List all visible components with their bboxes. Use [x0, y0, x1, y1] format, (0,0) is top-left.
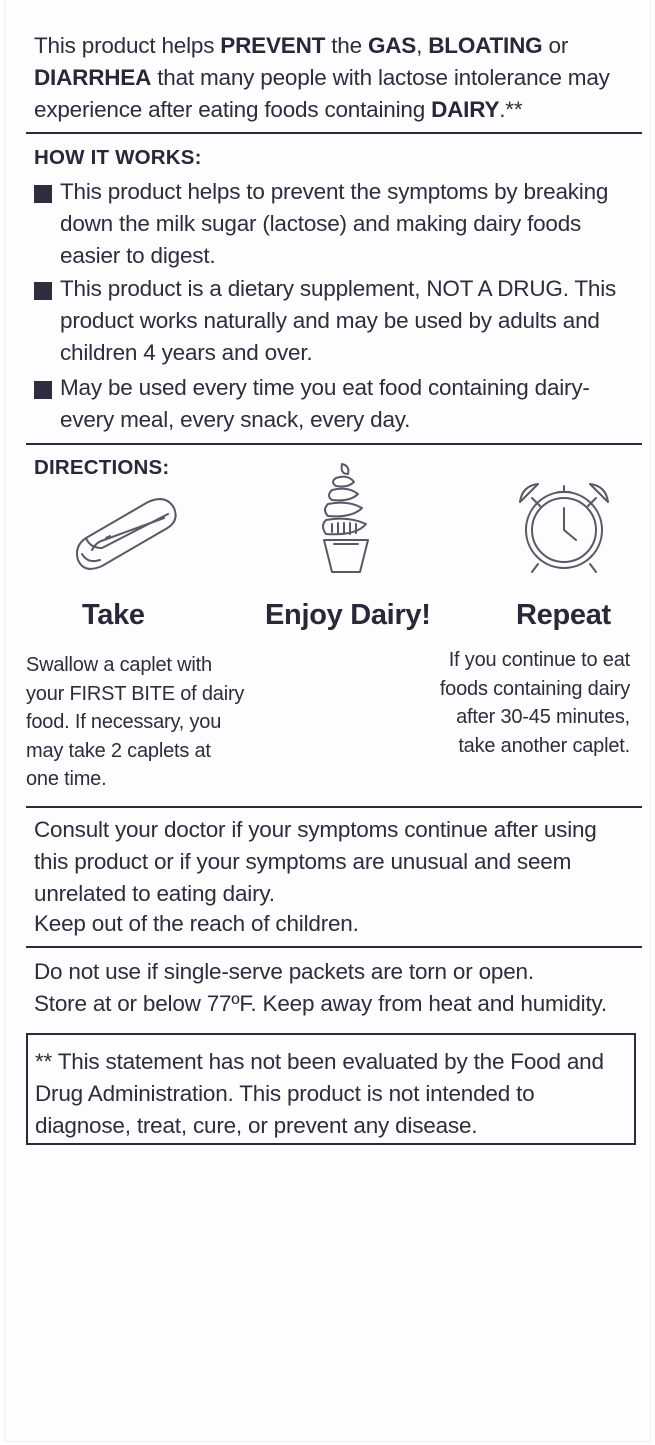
how-it-works-heading: HOW IT WORKS: — [34, 146, 202, 169]
fda-disclaimer-box — [26, 1033, 636, 1145]
divider — [26, 443, 642, 445]
intro-bold-prevent: PREVENT — [220, 33, 326, 58]
directions-heading: DIRECTIONS: — [34, 456, 170, 479]
divider — [26, 946, 642, 948]
intro-bold-diarrhea: DIARRHEA — [34, 65, 152, 90]
bullet-item — [34, 273, 634, 369]
storage-instructions: Store at or below 77ºF. Keep away from heat and humidity. — [34, 991, 607, 1016]
divider — [26, 806, 642, 808]
keep-out-of-reach: Keep out of the reach of children. — [34, 911, 359, 936]
step-title-take: Take — [82, 599, 145, 631]
bullet-text: This product helps to prevent the symptoms by breaking down the milk sugar (lactose) and making dairy foods easier to digest. — [60, 179, 609, 268]
ice-cream-cone-icon — [318, 460, 374, 576]
bullet-square-icon — [34, 282, 52, 300]
intro-bold-bloating: BLOATING — [428, 33, 543, 58]
intro-bold-gas: GAS — [367, 33, 417, 58]
intro-text: , — [416, 33, 429, 58]
packet-warning: Do not use if single-serve packets are torn or open. — [34, 959, 534, 984]
consult-warning: Consult your doctor if your symptoms continue after using this product or if your symptoms are unusual and seem unrelated to eating dairy. — [34, 817, 597, 906]
step-title-enjoy-dairy: Enjoy Dairy! — [265, 599, 431, 631]
repeat-instructions: If you continue to eat foods containing dairy after 30-45 minutes, take another caplet. — [439, 649, 630, 757]
intro-text: that many people with lactose intolerance may experience after eating foods containing — [34, 65, 610, 122]
intro-text: or — [542, 33, 569, 58]
intro-text: This product helps — [34, 33, 221, 58]
take-instructions: Swallow a caplet with your FIRST BITE of dairy food. If necessary, you may take 2 caplets at one time. — [26, 654, 245, 790]
intro-paragraph — [34, 30, 634, 126]
bullet-item — [34, 372, 634, 436]
alarm-clock-icon — [514, 478, 614, 578]
bullet-text: This product is a dietary supplement, NOT A DRUG. This product works naturally and may be used by adults and children 4 years and over. — [60, 276, 617, 365]
bullet-square-icon — [34, 185, 52, 203]
caplet-icon — [70, 492, 182, 574]
bullet-item — [34, 176, 634, 272]
intro-text: .** — [499, 97, 523, 122]
divider — [26, 132, 642, 134]
step-title-repeat: Repeat — [516, 599, 611, 631]
bullet-text: May be used every time you eat food containing dairy- every meal, every snack, every day. — [60, 375, 590, 432]
fda-disclaimer-text: ** This statement has not been evaluated by the Food and Drug Administration. This product is not intended to diagnose, treat, cure, or prevent any disease. — [35, 1049, 604, 1138]
intro-text: the — [325, 33, 368, 58]
bullet-square-icon — [34, 381, 52, 399]
intro-bold-dairy: DAIRY — [431, 97, 500, 122]
